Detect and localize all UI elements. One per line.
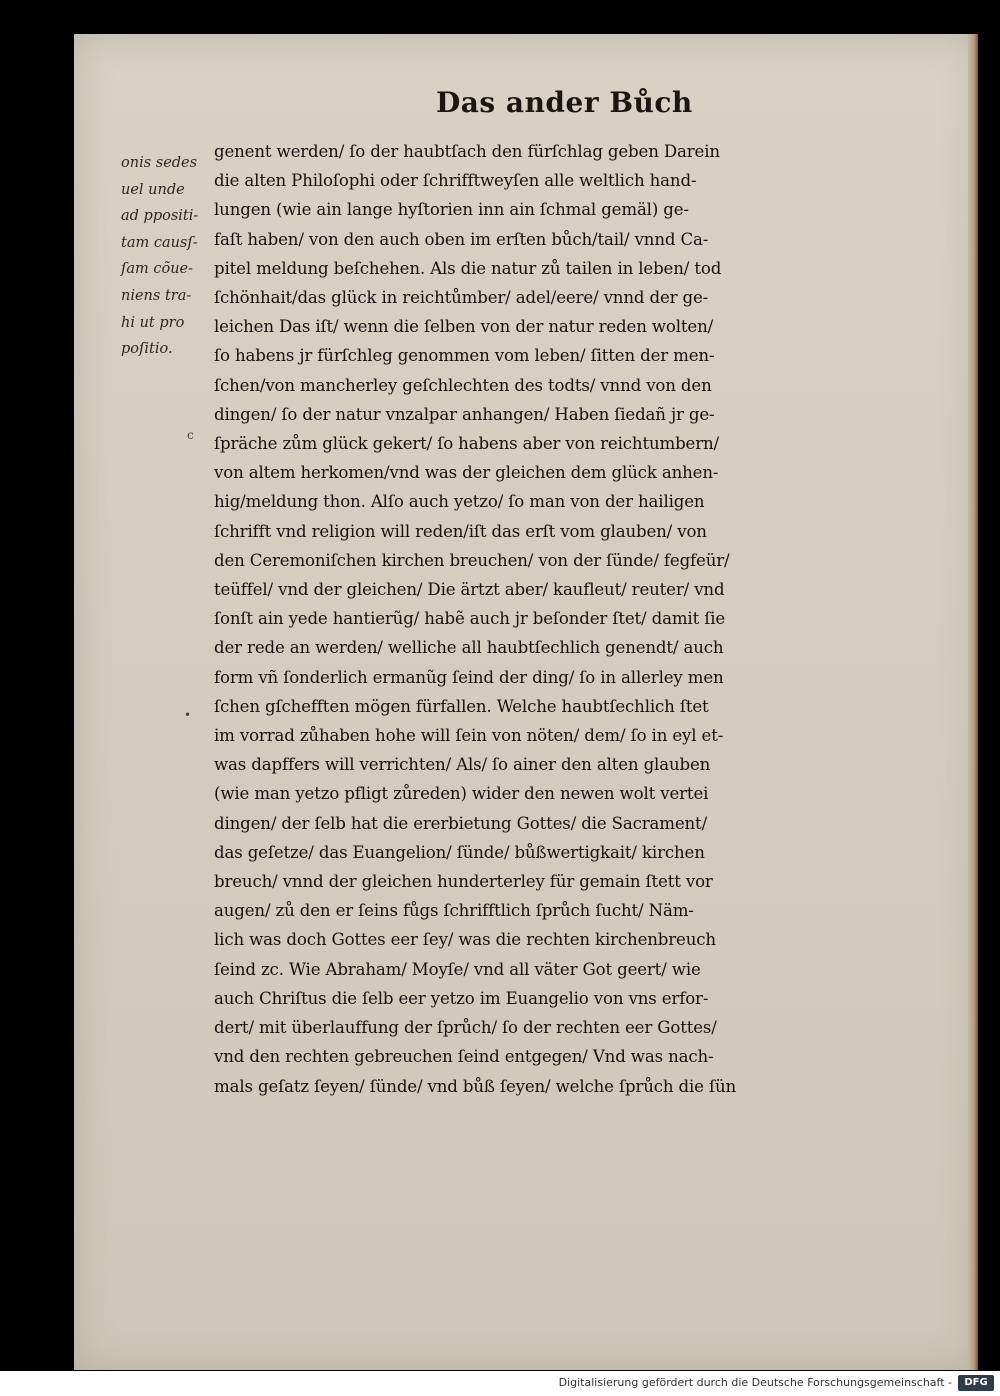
body-line: auch Chriſtus die ſelb eer yetzo im Euangelio von vns erfor- [214, 988, 709, 1008]
margin-mark: c [187, 428, 194, 442]
body-line: dingen/ ſo der natur vnzalpar anhangen/ Haben ſiedañ jr ge- [214, 404, 715, 424]
margin-note-line: hi ut pro [121, 314, 185, 331]
footer-credit: Digitalisierung gefördert durch die Deutsche Forschungsgemeinschaft - [558, 1376, 952, 1389]
body-line: genent werden/ ſo der haubtſach den fürſchlag geben Darein [214, 142, 720, 161]
body-line: dert/ mit überlauffung der ſprůch/ ſo der rechten eer Gottes/ [214, 1018, 717, 1038]
margin-note-line: niens tra- [121, 287, 192, 304]
body-text [214, 137, 894, 1101]
body-line: ſchen/von mancherley geſchlechten des todts/ vnnd von den [214, 375, 712, 395]
dfg-logo: DFG [958, 1375, 994, 1391]
body-line: teüffel/ vnd der gleichen/ Die ärtzt aber/ kaufleut/ reuter/ vnd [214, 580, 725, 600]
margin-note-line: tam causſ- [121, 234, 198, 251]
body-line: ſchen gſchefften mögen fürfallen. Welche haubtſechlich ſtet [214, 696, 709, 716]
body-line: die alten Philoſophi oder ſchrifftweyſen alle weltlich hand- [214, 171, 697, 191]
body-line: ſeind zc. Wie Abraham/ Moyſe/ vnd all väter Got geert/ wie [214, 959, 701, 979]
body-line: vnd den rechten gebreuchen ſeind entgegen/ Vnd was nach- [214, 1047, 714, 1067]
body-line: von altem herkomen/vnd was der gleichen dem glück anhen- [214, 463, 719, 483]
margin-note-line: ad ppositi- [121, 208, 199, 225]
body-line: form vñ ſonderlich ermanũg ſeind der ding/ ſo in allerley men [214, 667, 724, 687]
body-line: breuch/ vnnd der gleichen hunderterley für gemain ſtett vor [214, 872, 713, 892]
body-line: ſpräche zům glück gekert/ ſo habens aber von reichtumbern/ [214, 434, 719, 454]
body-line: lungen (wie ain lange hyſtorien inn ain ſchmal gemäl) ge- [214, 200, 689, 220]
body-line: was dapffers will verrichten/ Als/ ſo ainer den alten glauben [214, 755, 711, 775]
body-line: ſchönhait/das glück in reichtůmber/ adel/eere/ vnnd der ge- [214, 288, 709, 308]
body-line: ſonſt ain yede hantierũg/ habẽ auch jr beſonder ſtet/ damit ſie [214, 609, 726, 629]
body-line: ſchrifft vnd religion will reden/iſt das erſt vom glauben/ von [214, 521, 707, 541]
body-line: ſo habens jr fürſchleg genommen vom leben/ ſitten der men- [214, 346, 715, 366]
body-line: faſt haben/ von den auch oben im erſten bůch/tail/ vnnd Ca- [214, 229, 709, 249]
running-head: Das ander Bůch [436, 86, 693, 119]
margin-note-line: ſam cõue- [121, 261, 194, 278]
body-line: hig/meldung thon. Alſo auch yetzo/ ſo man von der hailigen [214, 492, 705, 512]
body-line: augen/ zů den er ſeins fůgs ſchrifftlich ſprůch ſucht/ Näm- [214, 901, 694, 921]
footer-bar [0, 1371, 1000, 1396]
margin-note-line: onis sedes [121, 155, 198, 171]
body-line: den Ceremoniſchen kirchen breuchen/ von der ſünde/ fegfeür/ [214, 550, 730, 570]
body-line: leichen Das iſt/ wenn die ſelben von der natur reden wolten/ [214, 317, 714, 337]
margin-note-line: uel unde [121, 181, 185, 198]
margin-note-line: poſitio. [121, 341, 173, 358]
margin-note [121, 150, 211, 363]
body-line: pitel meldung beſchehen. Als die natur zů tailen in leben/ tod [214, 258, 722, 278]
body-line: lich was doch Gottes eer ſey/ was die rechten kirchenbreuch [214, 930, 716, 950]
body-line: der rede an werden/ welliche all haubtſechlich genendt/ auch [214, 638, 724, 658]
page-edge [968, 34, 978, 1370]
body-line: (wie man yetzo pfligt zůreden) wider den newen wolt vertei [214, 784, 709, 804]
body-line: mals geſatz ſeyen/ ſünde/ vnd bůß ſeyen/ welche ſprůch die ſün [214, 1076, 737, 1096]
body-line: dingen/ der ſelb hat die ererbietung Gottes/ die Sacrament/ [214, 813, 708, 833]
body-line: im vorrad zůhaben hohe will ſein von nöten/ dem/ ſo in eyl et- [214, 726, 724, 746]
margin-mark: • [184, 708, 192, 722]
body-line: das geſetze/ das Euangelion/ ſünde/ bůßwertigkait/ kirchen [214, 842, 705, 862]
